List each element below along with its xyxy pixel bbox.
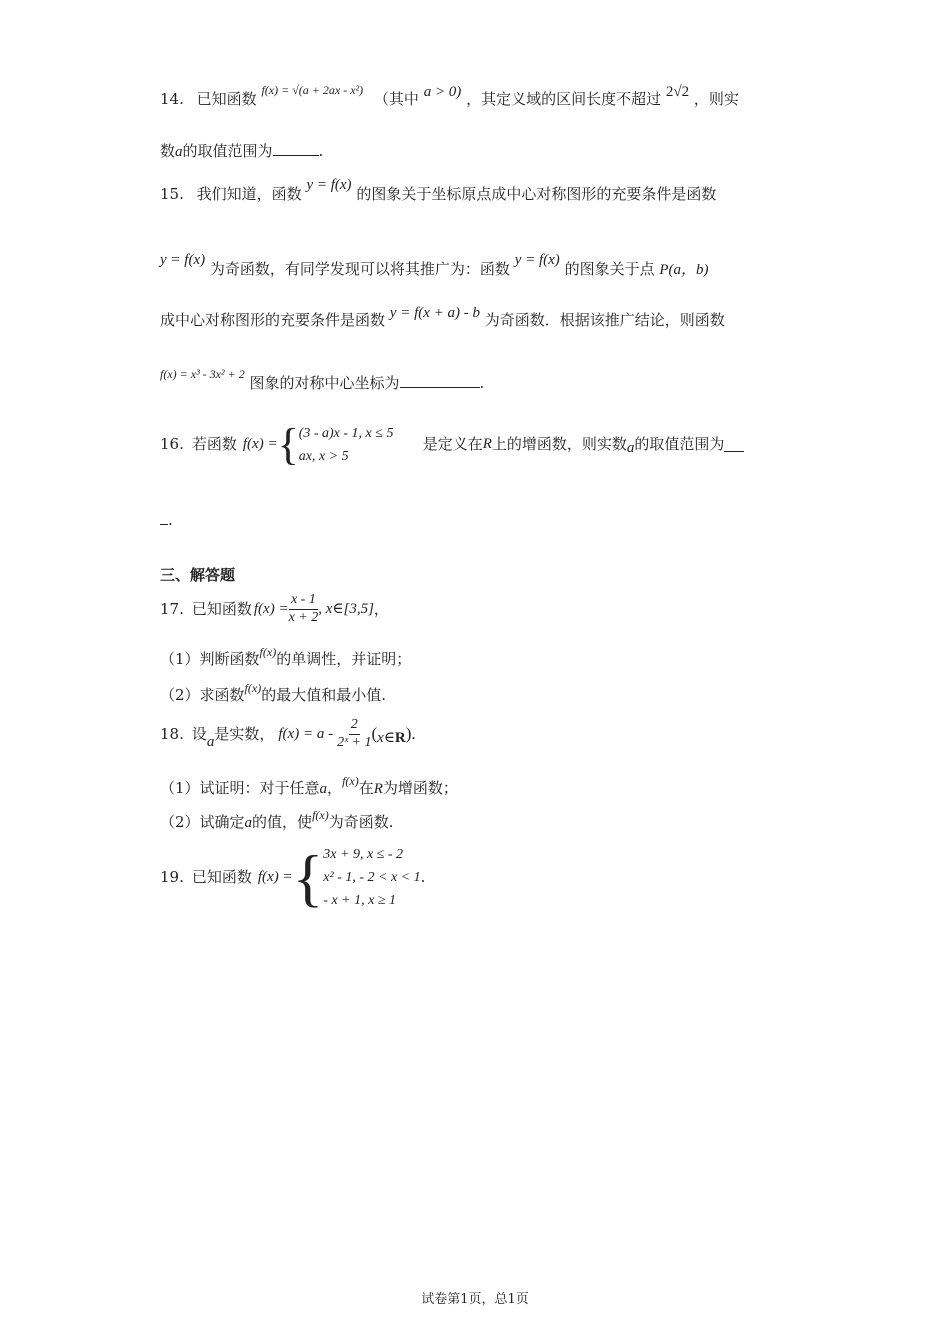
- q16-answer-blank-a[interactable]: [724, 439, 744, 452]
- q16-text1: 若函数: [191, 435, 237, 454]
- q19-cases: [323, 843, 420, 912]
- q16-R: R: [482, 436, 492, 453]
- q17-part2-formula: f(x): [244, 681, 262, 695]
- q16-text2: 是定义在: [422, 435, 483, 454]
- q16-answer-blank-b[interactable]: [160, 512, 168, 525]
- q19-brace: {: [292, 841, 324, 913]
- q19-text1: 已知函数: [191, 867, 252, 886]
- q16-var: a: [626, 440, 635, 457]
- q15-formula1: y = f(x): [306, 177, 352, 193]
- q17-part1-formula: f(x): [259, 645, 277, 659]
- q18-var: a: [206, 733, 215, 750]
- q15-formula3: y = f(x): [514, 252, 560, 268]
- q14-var: a: [175, 144, 183, 160]
- q16-text4: 的取值范围为: [634, 435, 725, 454]
- q18-part2-var: a: [244, 815, 253, 831]
- q16-fname: f(x) =: [242, 436, 278, 453]
- q16-label: 16.: [160, 435, 184, 454]
- q18-denominator: 2ˣ + 1: [337, 734, 372, 750]
- q15-formula5: f(x) = x³ - 3x² + 2: [160, 367, 245, 381]
- q15-line4: [160, 367, 485, 392]
- q14-text2: （其中: [373, 90, 419, 108]
- q17-part2-text2: 的最大值和最小值.: [261, 686, 386, 704]
- q16-case2: ax, x > 5: [298, 449, 349, 465]
- q19-case2: x² - 1, - 2 < x < 1: [323, 870, 421, 886]
- q14-text4: ，则实: [693, 90, 739, 108]
- q14-answer-blank[interactable]: [273, 143, 319, 156]
- q15-text6: 为奇函数．根据该推广结论，则函数: [484, 311, 725, 329]
- q15-formula4: y = f(x + a) - b: [389, 305, 481, 321]
- q16-line2: [160, 512, 173, 528]
- q15-formula2: y = f(x): [160, 252, 206, 268]
- q19-line1: [160, 843, 425, 912]
- q14-text1: 已知函数: [196, 90, 257, 108]
- q14-text7: .: [318, 142, 324, 160]
- q17-part1-text2: 的单调性，并证明；: [276, 650, 412, 668]
- q18-fname: f(x) = a -: [278, 725, 334, 742]
- q18-cond-open: (: [371, 724, 378, 744]
- q15-line2: [160, 252, 709, 278]
- q15-text7: 图象的对称中心坐标为: [249, 374, 400, 392]
- q19-label: 19.: [160, 867, 184, 886]
- q17-line1: [160, 592, 389, 627]
- q14-text3: ，其定义域的区间长度不超过: [466, 90, 662, 108]
- q15-text5: 成中心对称图形的充要条件是函数: [160, 311, 386, 329]
- q18-numerator: 2: [349, 717, 360, 735]
- q17-label: 17.: [160, 599, 184, 618]
- q16-cases: [299, 422, 411, 468]
- q18-text2: 是实数，: [214, 724, 275, 743]
- q17-numerator: x - 1: [289, 592, 318, 610]
- q14-line2: [160, 143, 323, 160]
- q18-cond-R: R: [394, 729, 406, 746]
- page-footer: 试卷第1页，总1页: [421, 1292, 529, 1307]
- q16-case1: (3 - a)x - 1, x ≤ 5: [298, 426, 394, 441]
- q19-case3: - x + 1, x ≥ 1: [323, 893, 397, 909]
- q17-fname: f(x) =: [253, 600, 289, 617]
- q17-part2-text1: （2）求函数: [160, 686, 245, 704]
- q17-domain: , x∈[3,5]: [318, 600, 374, 617]
- q14-condition: a > 0): [423, 84, 462, 100]
- q18-part1-R: R: [373, 781, 383, 797]
- q18-cond-x: x∈: [377, 729, 395, 746]
- q18-part2-text1: （2）试确定: [160, 813, 245, 831]
- q17-text1: 已知函数: [191, 599, 252, 618]
- q17-part2: [160, 681, 386, 704]
- q18-part1-text4: 为增函数；: [382, 779, 458, 797]
- q14-text5: 数: [160, 142, 176, 160]
- q19-case1: 3x + 9, x ≤ - 2: [323, 847, 404, 862]
- q17-fraction: [289, 592, 319, 627]
- q18-part1: [160, 774, 458, 797]
- q15-line3: [160, 305, 725, 329]
- q16-text3: 上的增函数，则实数: [491, 435, 627, 454]
- q18-label: 18.: [160, 724, 184, 743]
- q14-formula: f(x) = √(a + 2ax - x²): [261, 83, 364, 97]
- q15-text3: 为奇函数，有同学发现可以将其推广为：函数: [209, 260, 510, 278]
- q15-text8: .: [479, 374, 485, 392]
- q17-part1: [160, 645, 412, 668]
- q18-part2-text3: 为奇函数.: [328, 813, 394, 831]
- q19-text2: .: [420, 867, 426, 886]
- q15-text4: 的图象关于点: [564, 260, 655, 278]
- q15-label: 15.: [160, 185, 184, 203]
- q16-text5: .: [168, 511, 173, 529]
- q18-part2-text2: 的值，使: [252, 813, 313, 831]
- q14-line1: [160, 83, 739, 108]
- q18-part1-text2: ，: [327, 779, 343, 797]
- q14-text6: 的取值范围为: [182, 142, 273, 160]
- q16-line1: [160, 422, 744, 468]
- q18-part1-text1: （1）试证明：对于任意: [160, 779, 320, 797]
- q18-fraction: [337, 717, 371, 752]
- q18-cond-close: ).: [405, 724, 416, 744]
- q15-line1: [160, 177, 717, 203]
- q18-text1: 设: [191, 724, 207, 743]
- q17-text2: ，: [373, 599, 389, 618]
- q18-part1-text3: 在: [358, 779, 374, 797]
- q14-label: 14.: [160, 90, 184, 108]
- q18-part2: [160, 808, 394, 831]
- q16-brace: {: [277, 420, 299, 470]
- q17-part1-text1: （1）判断函数: [160, 650, 260, 668]
- q17-denominator: x + 2: [288, 609, 319, 625]
- q14-limit: 2√2: [665, 84, 690, 100]
- q18-part1-formula: f(x): [342, 774, 359, 788]
- q18-part2-formula: f(x): [312, 808, 329, 822]
- q18-part1-var: a: [319, 781, 328, 797]
- q15-point: P(a，b): [659, 262, 709, 278]
- q15-answer-blank[interactable]: [400, 375, 480, 388]
- q15-text2: 的图象关于坐标原点成中心对称图形的充要条件是函数: [356, 185, 717, 203]
- section-title: 三、解答题: [160, 566, 236, 584]
- q18-line1: [160, 717, 416, 752]
- q15-text1: 我们知道，函数: [196, 185, 302, 203]
- q19-fname: f(x) =: [257, 868, 293, 885]
